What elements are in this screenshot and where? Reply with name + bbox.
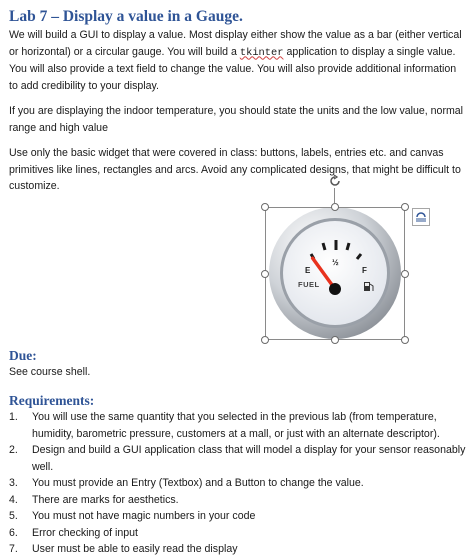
list-text: There are marks for aesthetics. — [32, 493, 179, 506]
layout-options-button[interactable] — [412, 208, 430, 226]
list-number: 7. — [9, 543, 18, 555]
layout-options-icon — [413, 209, 429, 225]
rotate-handle-icon[interactable] — [328, 174, 342, 188]
rotate-handle-stem — [334, 188, 335, 203]
resize-handle-bl[interactable] — [261, 336, 269, 344]
requirements-list — [9, 409, 467, 558]
selection-frame — [265, 207, 405, 340]
gauge-half-label: ½ — [332, 258, 339, 267]
tkinter-code: tkinter — [239, 46, 284, 59]
resize-handle-l[interactable] — [261, 270, 269, 278]
temperature-paragraph: If you are displaying the indoor temperature, you should state the units and the low value, normal range and high value — [9, 105, 464, 134]
resize-handle-tl[interactable] — [261, 203, 269, 211]
list-item — [9, 525, 467, 542]
list-text: Design and build a GUI application class that will model a display for your sensor reasonably well. — [32, 444, 466, 473]
intro-text-1: We will build a GUI to display a value. Most display either show the value as a bar (either vertical or horizontal) or a circular gauge. You will build a — [9, 29, 462, 58]
requirements-heading: Requirements: — [9, 393, 95, 408]
gauge-empty-label: E — [305, 266, 311, 275]
list-number: 1. — [9, 411, 18, 423]
list-text: You must not have magic numbers in your code — [32, 510, 256, 522]
list-item — [9, 442, 467, 475]
list-item — [9, 492, 467, 509]
widgets-paragraph: Use only the basic widget that were covered in class: buttons, labels, entries etc. and canvas primitives like lines, rectangles and arcs. Avoid any complicated designs, that might be difficult to customize. — [9, 147, 461, 192]
list-text: You must provide an Entry (Textbox) and a Button to change the value. — [32, 477, 364, 489]
intro-text-2: application to display a single value. You will also provide a text field to change the value. You will also provide additional information to add credibility to your display. — [9, 45, 457, 92]
resize-handle-t[interactable] — [331, 203, 339, 211]
resize-handle-b[interactable] — [331, 336, 339, 344]
list-item — [9, 541, 467, 558]
gauge-image[interactable] — [265, 207, 405, 340]
resize-handle-br[interactable] — [401, 336, 409, 344]
gauge-name-label: FUEL — [298, 280, 320, 289]
list-item — [9, 409, 467, 442]
list-item — [9, 508, 467, 525]
due-text: See course shell. — [9, 365, 91, 378]
list-item — [9, 475, 467, 492]
list-text: You will use the same quantity that you selected in the previous lab (from temperature, humidity, barometric pressure, customers at a mall, or just with an alternate descriptor). — [32, 411, 440, 440]
intro-paragraph — [9, 27, 467, 94]
list-number: 6. — [9, 526, 18, 539]
resize-handle-tr[interactable] — [401, 203, 409, 211]
list-number: 5. — [9, 510, 18, 522]
list-text: Error checking of input — [32, 526, 138, 539]
list-number: 2. — [9, 444, 18, 456]
due-heading: Due: — [9, 347, 37, 363]
list-number: 3. — [9, 477, 18, 489]
gauge-full-label: F — [362, 266, 367, 275]
page-title: Lab 7 – Display a value in a Gauge. — [9, 8, 243, 25]
resize-handle-r[interactable] — [401, 270, 409, 278]
list-text: User must be able to easily read the display — [32, 543, 238, 555]
list-number: 4. — [9, 493, 18, 506]
